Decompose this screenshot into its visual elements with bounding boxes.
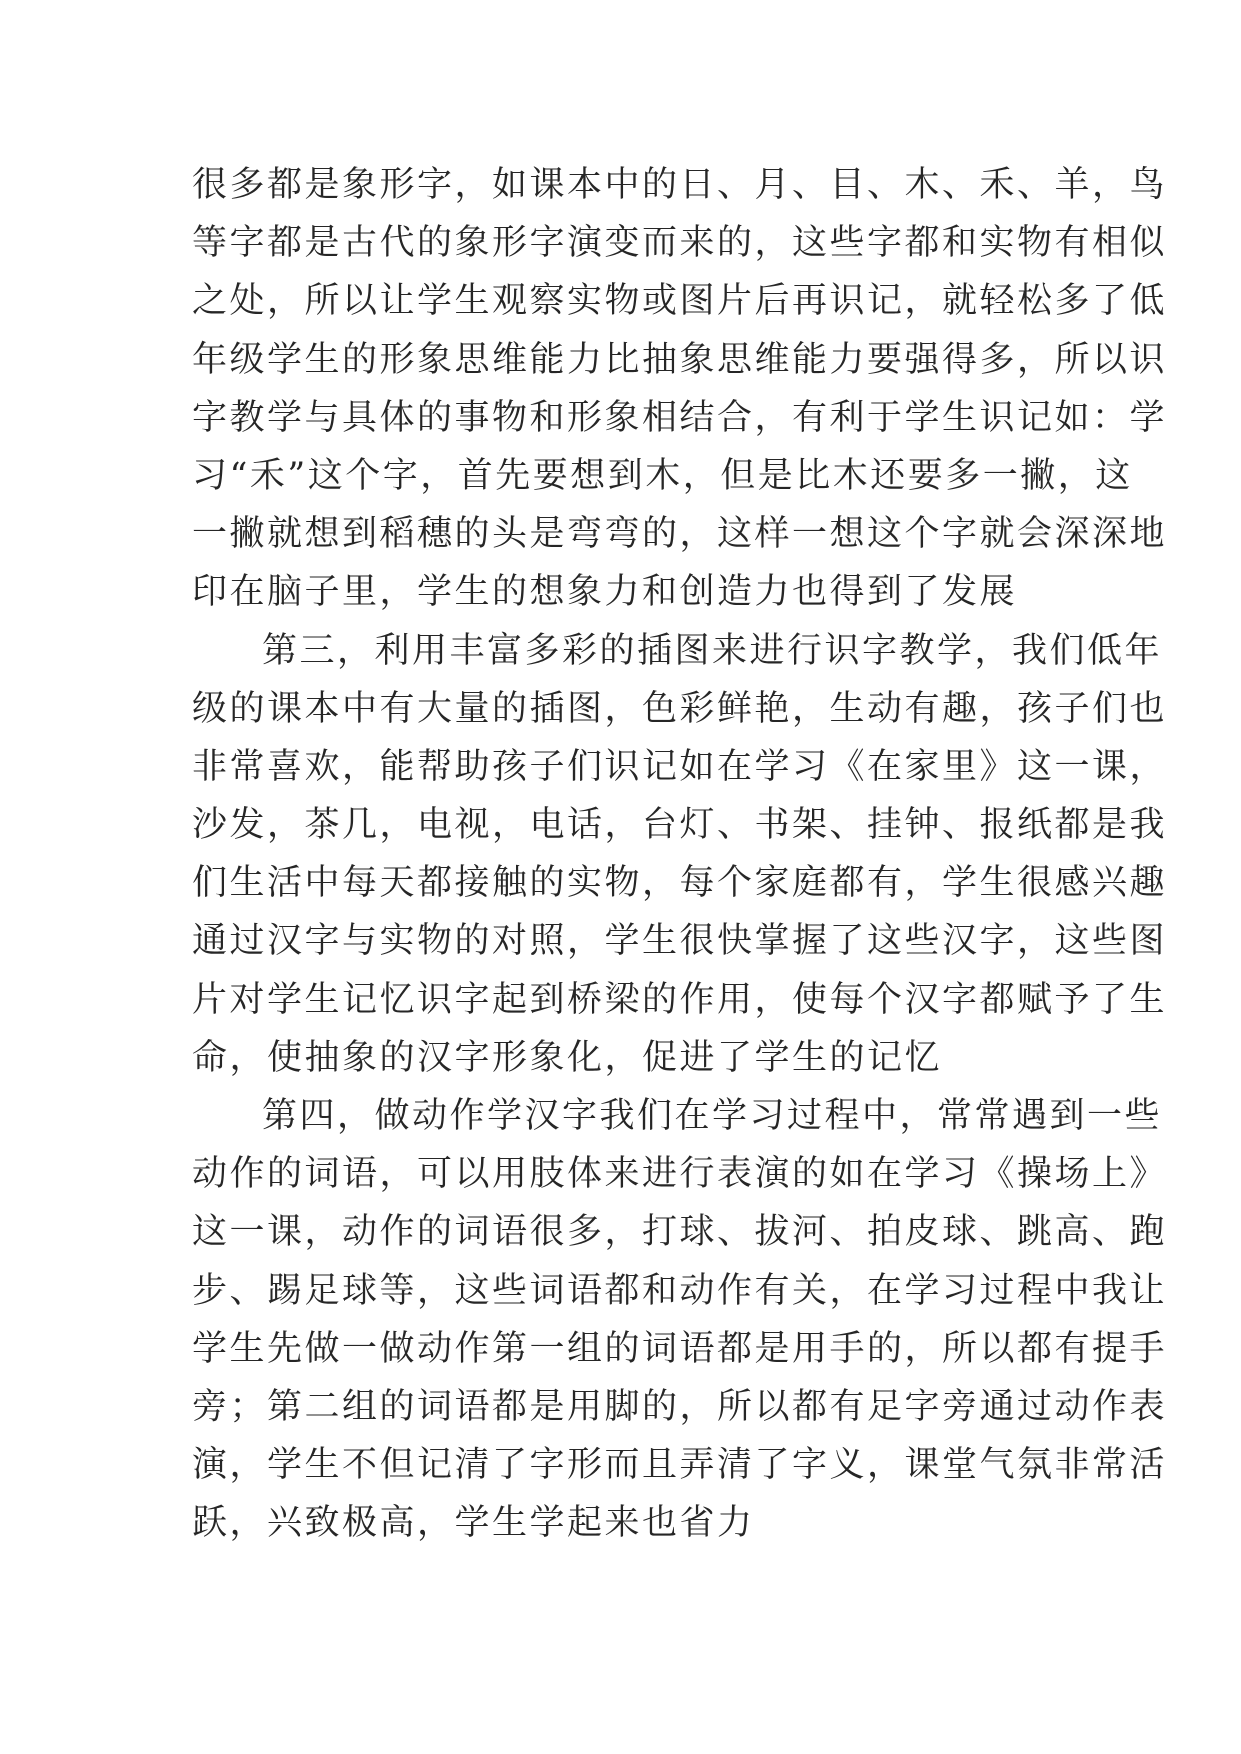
text-line: 片对学生记忆识字起到桥梁的作用，使每个汉字都赋予了生 — [192, 979, 1168, 1020]
text-line: 之处，所以让学生观察实物或图片后再识记，就轻松多了低 — [192, 281, 1168, 322]
text-line: 很多都是象形字，如课本中的日、月、目、木、禾、羊，鸟 — [192, 165, 1168, 205]
text-line: 步、踢足球等，这些词语都和动作有关，在学习过程中我让 — [192, 1270, 1168, 1311]
paragraph-start-line: 第三，利用丰富多彩的插图来进行识字教学，我们低年 — [262, 630, 1163, 671]
text-line: 级的课本中有大量的插图，色彩鲜艳，生动有趣，孩子们也 — [192, 688, 1168, 729]
text-line: 年级学生的形象思维能力比抽象思维能力要强得多，所以识 — [192, 339, 1168, 380]
text-line: 一撇就想到稻穗的头是弯弯的，这样一想这个字就会深深地 — [192, 514, 1168, 555]
text-line: 跃，兴致极高，学生学起来也省力 — [192, 1503, 755, 1544]
text-line: 这一课，动作的词语很多，打球、拔河、拍皮球、跳高、跑 — [192, 1212, 1168, 1253]
text-line: 命，使抽象的汉字形象化，促进了学生的记忆 — [192, 1037, 943, 1078]
text-line: 印在脑子里，学生的想象力和创造力也得到了发展 — [192, 572, 1018, 613]
text-line: 学生先做一做动作第一组的词语都是用手的，所以都有提手 — [192, 1328, 1168, 1369]
text-line: 演，学生不但记清了字形而且弄清了字义，课堂气氛非常活 — [192, 1445, 1168, 1486]
text-line: 们生活中每天都接触的实物，每个家庭都有，学生很感兴趣 — [192, 863, 1168, 904]
text-line: 习“禾”这个字，首先要想到木，但是比木还要多一撇，这 — [192, 455, 1133, 496]
text-line: 沙发，茶几，电视，电话，台灯、书架、挂钟、报纸都是我 — [192, 805, 1168, 846]
text-line: 动作的词语，可以用肢体来进行表演的如在学习《操场上》 — [192, 1154, 1168, 1195]
text-line: 字教学与具体的事物和形象相结合，有利于学生识记如：学 — [192, 397, 1168, 438]
body-text — [192, 156, 1168, 1553]
text-line: 通过汉字与实物的对照，学生很快掌握了这些汉字，这些图 — [192, 921, 1168, 962]
text-line: 非常喜欢，能帮助孩子们识记如在学习《在家里》这一课， — [192, 746, 1168, 787]
text-line: 旁；第二组的词语都是用脚的，所以都有足字旁通过动作表 — [192, 1386, 1168, 1427]
text-line: 等字都是古代的象形字演变而来的，这些字都和实物有相似 — [192, 223, 1168, 264]
paragraph-start-line: 第四，做动作学汉字我们在学习过程中，常常遇到一些 — [262, 1096, 1163, 1136]
